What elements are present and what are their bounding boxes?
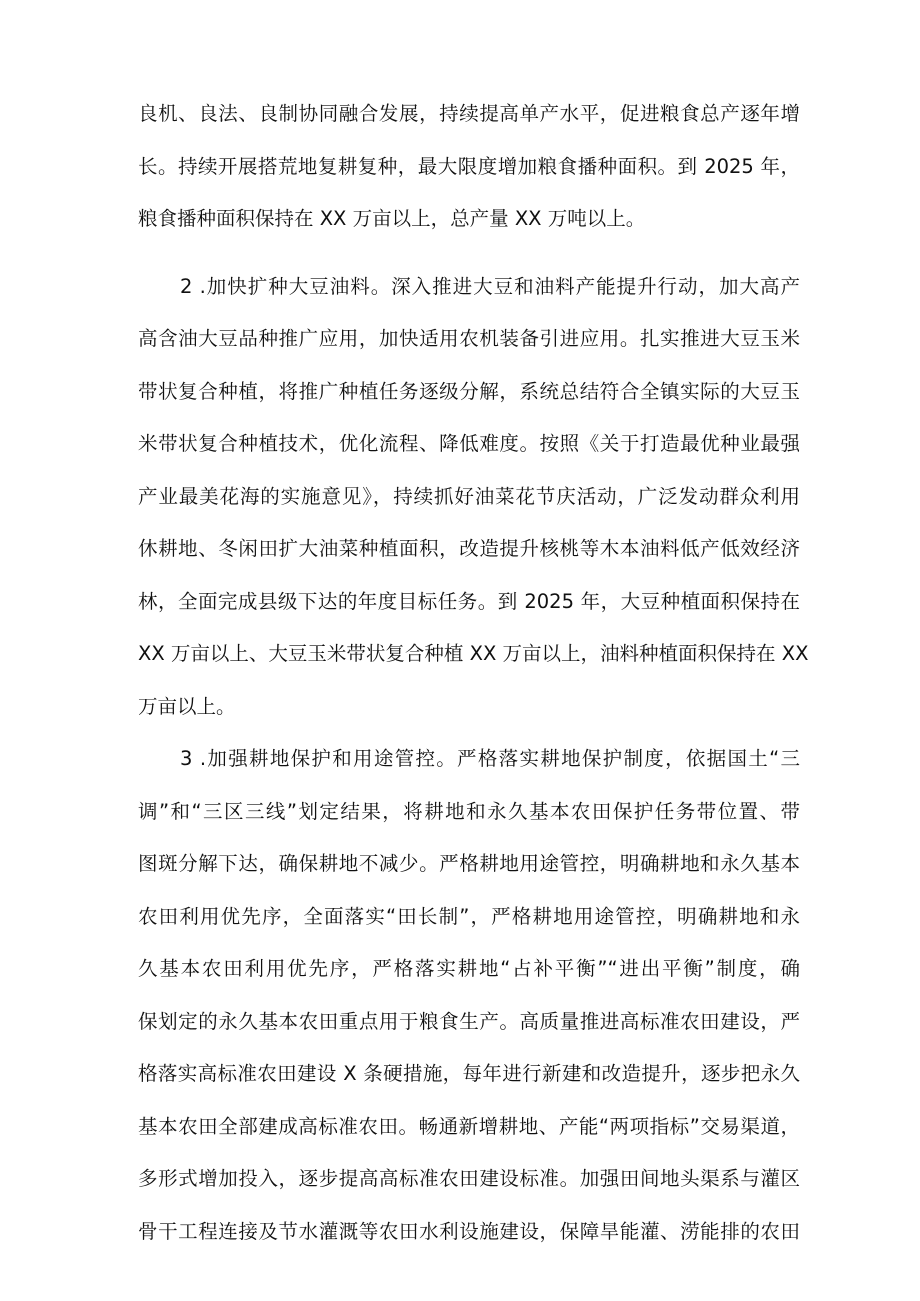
text-line: 格落实高标准农田建设 X 条硬措施，每年进行新建和改造提升，逐步把永久: [138, 1062, 800, 1085]
text-line: 良机、良法、良制协同融合发展，持续提高单产水平，促进粮食总产逐年增: [138, 102, 800, 125]
text-line: 图斑分解下达，确保耕地不减少。严格耕地用途管控，明确耕地和永久基本: [138, 852, 800, 875]
paragraph-continuation: [138, 88, 800, 246]
text-line: 调”和“三区三线”划定结果，将耕地和永久基本农田保护任务带位置、带: [138, 799, 800, 823]
text-line: 米带状复合种植技术，优化流程、降低难度。按照《关于打造最优种业最强: [138, 432, 800, 455]
text-line: 骨干工程连接及节水灌溉等农田水利设施建设，保障旱能灌、涝能排的农田: [138, 1219, 800, 1243]
text-line: 万亩以上。: [138, 694, 236, 718]
text-line: 保划定的永久基本农田重点用于粮食生产。高质量推进高标准农田建设，严: [138, 1009, 800, 1033]
text-line: 带状复合种植，将推广种植任务逐级分解，系统总结符合全镇实际的大豆玉: [138, 379, 800, 403]
text-line: 高含油大豆品种推广应用，加快适用农机装备引进应用。扎实推进大豆玉米: [138, 327, 800, 350]
text-line: 产业最美花海的实施意见》，持续抓好油菜花节庆活动，广泛发动群众利用: [138, 484, 800, 508]
text-line: 3 .加强耕地保护和用途管控。严格落实耕地保护制度，依据国土“三: [180, 747, 800, 770]
text-line: 多形式增加投入，逐步提高高标准农田建设标准。加强田间地头渠系与灌区: [138, 1167, 800, 1190]
document-body: [138, 88, 809, 1258]
text-line: 2 .加快扩种大豆油料。深入推进大豆和油料产能提升行动，加大高产: [180, 274, 800, 298]
paragraph-farmland-protection: [138, 733, 800, 1258]
text-line: XX 万亩以上、大豆玉米带状复合种植 XX 万亩以上，油料种植面积保持在 XX: [138, 642, 809, 665]
text-line: 粮食播种面积保持在 XX 万亩以上，总产量 XX 万吨以上。: [138, 207, 646, 230]
text-line: 基本农田全部建成高标准农田。畅通新增耕地、产能“两项指标”交易渠道，: [138, 1114, 800, 1138]
text-line: 久基本农田利用优先序，严格落实耕地“占补平衡”“进出平衡”制度，确: [138, 957, 800, 980]
text-line: 农田利用优先序，全面落实“田长制”，严格耕地用途管控，明确耕地和永: [138, 904, 800, 928]
text-line: 林，全面完成县级下达的年度目标任务。到 2025 年，大豆种植面积保持在: [138, 589, 800, 613]
paragraph-soybean-oilseed: [138, 261, 809, 734]
text-line: 长。持续开展搭荒地复耕复种，最大限度增加粮食播种面积。到 2025 年，: [138, 154, 800, 178]
text-line: 休耕地、冬闲田扩大油菜种植面积，改造提升核桃等木本油料低产低效经济: [138, 537, 800, 560]
